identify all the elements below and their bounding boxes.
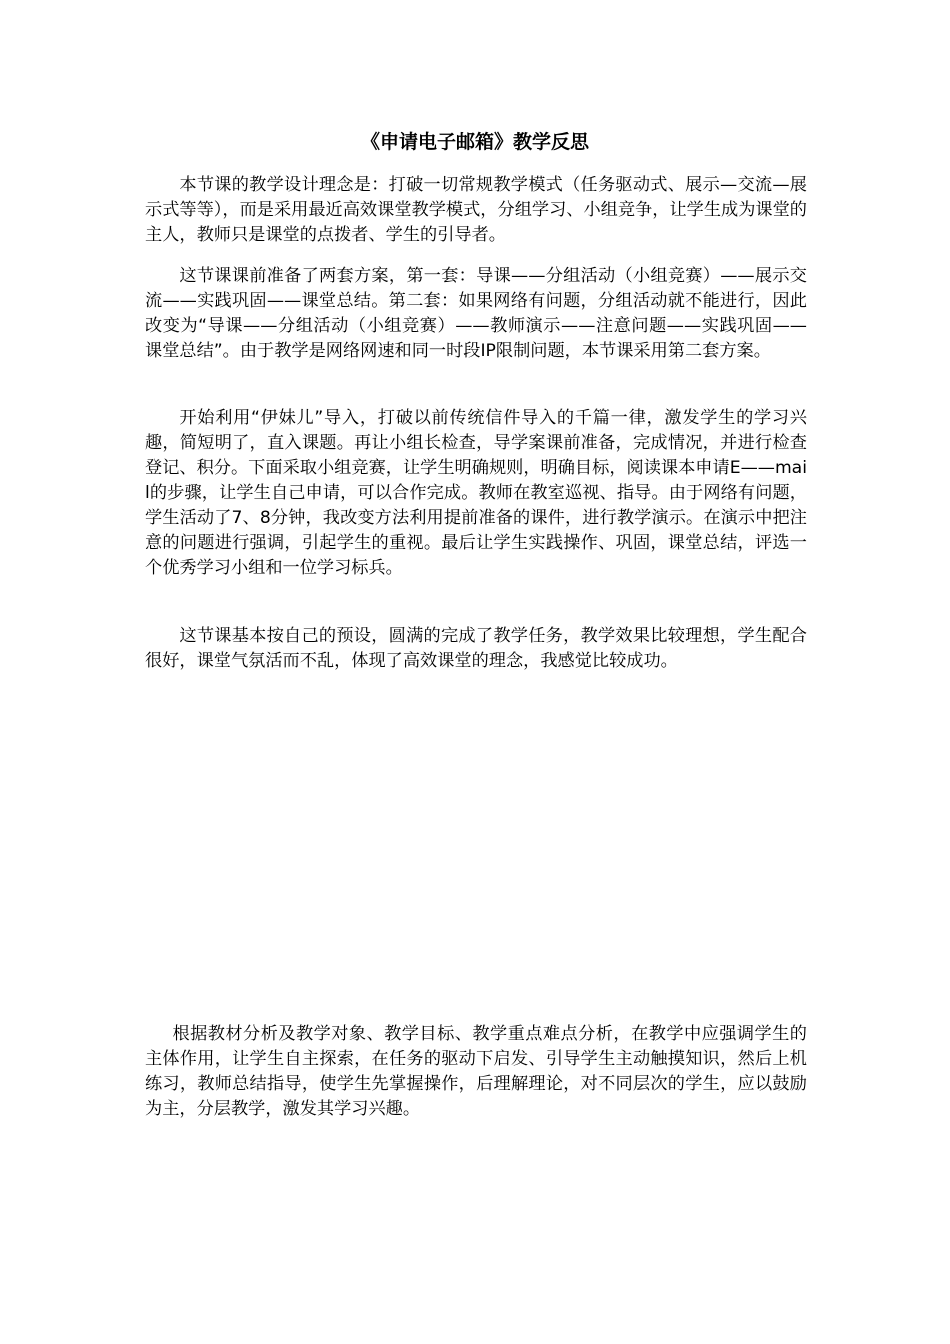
document-title: 《申请电子邮箱》教学反思 <box>360 131 589 153</box>
paragraph-lesson-process: 开始利用“伊妹儿”导入，打破以前传统信件导入的千篇一律，激发学生的学习兴趣，简短明了，直入课题。再让小组长检查，导学案课前准备，完成情况，并进行检查登记、积分。下面采取小组竞赛，让学生明确规则，明确目标，阅读课本申请E——mail的步骤，让学生自己申请，可以合作完成。教师在教室巡视、指导。由于网络有问题，学生活动了7、8分钟，我改变方法利用提前准备的课件，进行教学演示。在演示中把注意的问题进行强调，引起学生的重视。最后让学生实践操作、巩固，课堂总结，评选一个优秀学习小组和一位学习标兵。 <box>145 408 807 578</box>
paragraph-teaching-method: 根据教材分析及教学对象、教学目标、教学重点难点分析，在教学中应强调学生的主体作用，让学生自主探索，在任务的驱动下启发、引导学生主动触摸知识，然后上机练习，教师总结指导，使学生先掌握操作，后理解理论，对不同层次的学生，应以鼓励为主，分层教学，激发其学习兴趣。 <box>145 1024 807 1119</box>
paragraph-lesson-plans: 这节课课前准备了两套方案，第一套：导课——分组活动（小组竞赛）——展示交流——实践巩固——课堂总结。第二套：如果网络有问题，分组活动就不能进行，因此改变为“导课——分组活动（小组竞赛）——教师演示——注意问题——实践巩固——课堂总结”。由于教学是网络网速和同一时段IP限制问题，本节课采用第二套方案。 <box>145 266 807 361</box>
paragraph-lesson-summary: 这节课基本按自己的预设，圆满的完成了教学任务，教学效果比较理想，学生配合很好，课堂气氛活而不乱，体现了高效课堂的理念，我感觉比较成功。 <box>145 626 807 671</box>
paragraph-design-concept: 本节课的教学设计理念是：打破一切常规教学模式（任务驱动式、展示—交流—展示式等等），而是采用最近高效课堂教学模式，分组学习、小组竞争，让学生成为课堂的主人，教师只是课堂的点拨者、学生的引导者。 <box>145 175 807 245</box>
